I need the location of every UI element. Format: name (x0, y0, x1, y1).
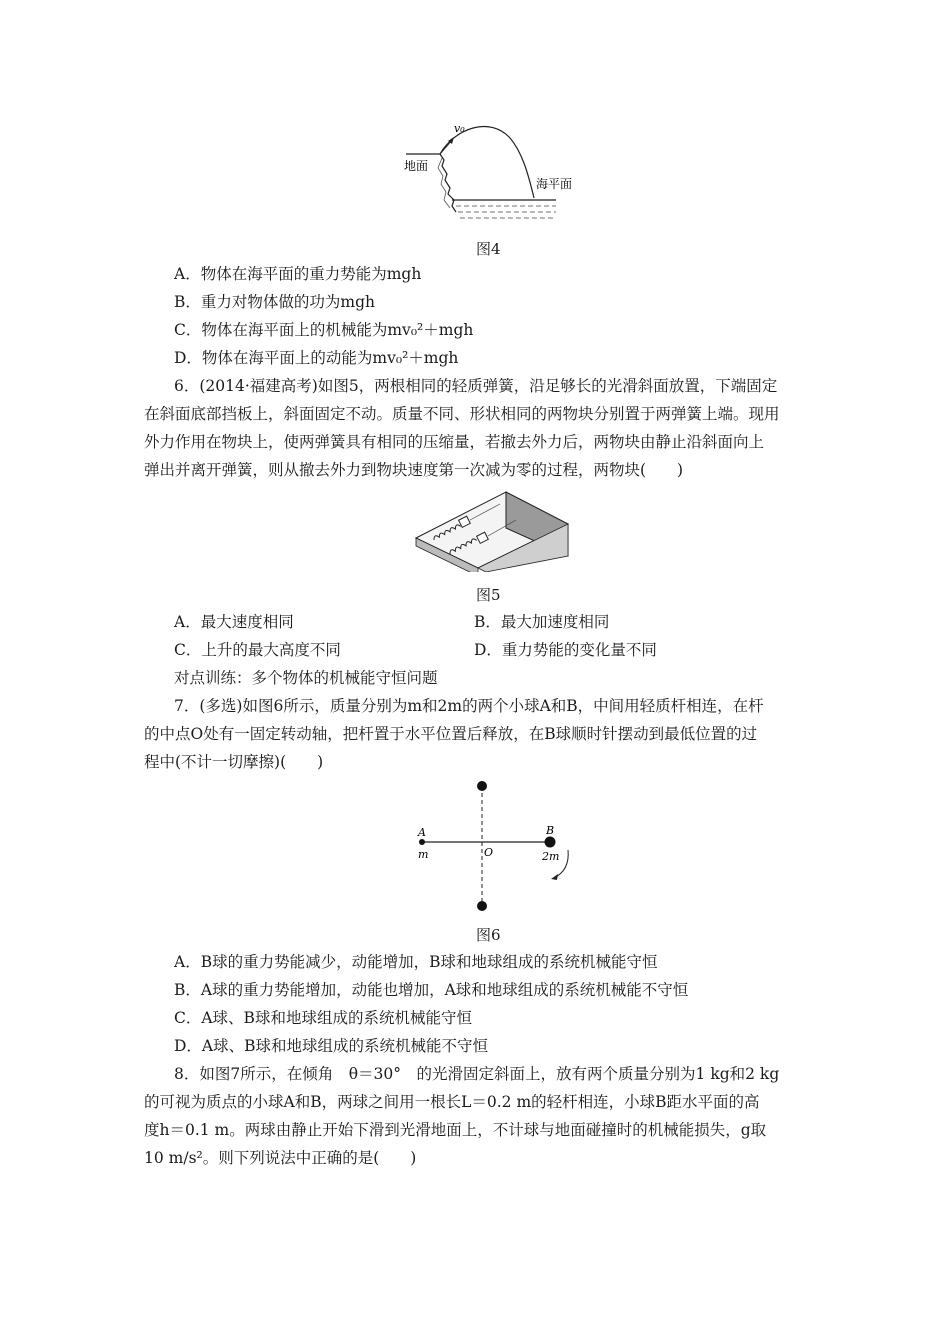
q7-option-b: B．A球的重力势能增加，动能也增加，A球和地球组成的系统机械能不守恒 (174, 981, 689, 999)
q7-stem-line-1: 7．(多选)如图6所示，质量分别为m和2m的两个小球A和B，中间用轻质杆相连，在杆 (174, 697, 764, 715)
label-m: m (418, 848, 429, 861)
label-sea-level: 海平面 (536, 177, 573, 191)
figure-5-diagram (410, 488, 570, 572)
rotation-arrowhead (551, 874, 558, 880)
q8-stem-line-1: 8．如图7所示，在倾角 θ＝30° 的光滑固定斜面上，放有两个质量分别为1 kg和2 kg (174, 1065, 780, 1083)
q7-stem-line-2: 的中点O处有一固定转动轴，把杆置于水平位置后释放，在B球顺时针摆动到最低位置的过 (144, 725, 758, 743)
figure-5-caption: 图5 (476, 586, 501, 604)
ball-top (477, 781, 487, 791)
q5-option-d: D．物体在海平面上的动能为mv₀²＋mgh (174, 349, 459, 367)
section-title: 对点训练：多个物体的机械能守恒问题 (174, 669, 438, 687)
label-a: A (418, 826, 426, 839)
label-o: O (484, 846, 494, 859)
q7-option-c: C．A球、B球和地球组成的系统机械能守恒 (174, 1009, 472, 1027)
label-v0: v₀ (454, 122, 465, 135)
figure-4-caption: 图4 (476, 240, 501, 258)
q5-option-c: C．物体在海平面上的机械能为mv₀²＋mgh (174, 321, 474, 339)
ball-bottom (477, 901, 487, 911)
cliff-face (440, 154, 456, 212)
q8-stem-line-3: 度h＝0.1 m。两球由静止开始下滑到光滑地面上，不计球与地面碰撞时的机械能损失，g取 (144, 1121, 767, 1139)
q5-option-b: B．重力对物体做的功为mgh (174, 293, 375, 311)
ball-b (545, 837, 556, 848)
cliff-shading (438, 158, 450, 208)
q8-stem-line-2: 的可视为质点的小球A和B，两球之间用一根长L＝0.2 m的轻杆相连，小球B距水平面的高 (144, 1093, 760, 1111)
ball-a (419, 839, 425, 845)
q6-stem-line-4: 弹出并离开弹簧，则从撤去外力到物块速度第一次减为零的过程，两物块( ) (144, 461, 684, 479)
figure-4-diagram (400, 118, 590, 230)
q8-stem-line-4: 10 m/s²。则下列说法中正确的是( ) (144, 1149, 417, 1167)
q7-option-d: D．A球、B球和地球组成的系统机械能不守恒 (174, 1037, 489, 1055)
q6-option-a: A．最大速度相同 (174, 613, 294, 631)
q6-option-c: C．上升的最大高度不同 (174, 641, 341, 659)
projectile-trajectory (440, 127, 534, 198)
figure-6-diagram (410, 778, 580, 916)
label-2m: 2m (542, 850, 560, 863)
q6-stem-line-3: 外力作用在物块上，使两弹簧具有相同的压缩量，若撤去外力后，两物块由静止沿斜面向上 (144, 433, 765, 451)
q6-stem-line-2: 在斜面底部挡板上，斜面固定不动。质量不同、形状相同的两物块分别置于两弹簧上端。现用 (144, 405, 780, 423)
q6-option-b: B．最大加速度相同 (474, 613, 610, 631)
q6-stem-line-1: 6．(2014·福建高考)如图5，两根相同的轻质弹簧，沿足够长的光滑斜面放置，下端固定 (174, 377, 778, 395)
figure-6-caption: 图6 (476, 926, 501, 944)
q7-option-a: A．B球的重力势能减少，动能增加，B球和地球组成的系统机械能守恒 (174, 953, 658, 971)
q5-option-a: A．物体在海平面的重力势能为mgh (174, 265, 422, 283)
q7-stem-line-3: 程中(不计一切摩擦)( ) (144, 753, 324, 771)
label-b: B (546, 824, 555, 837)
q6-option-d: D．重力势能的变化量不同 (474, 641, 657, 659)
label-ground: 地面 (404, 159, 429, 173)
